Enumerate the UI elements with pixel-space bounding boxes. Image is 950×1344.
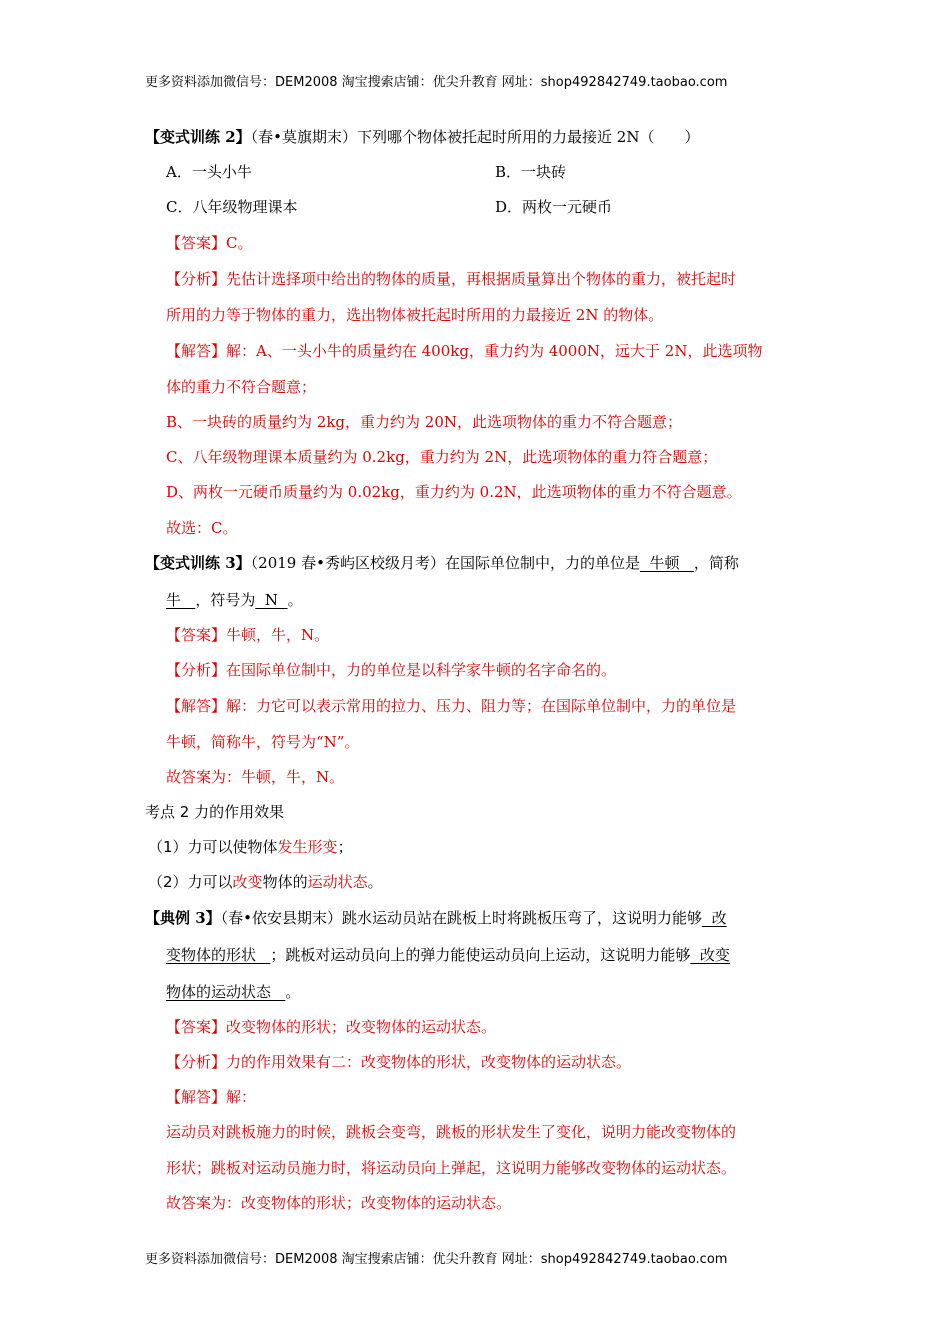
ex3-analysis-tag: 【分析】 [166,1053,227,1071]
ex3-blank2b-text: 物体的运动状态 [166,983,272,1001]
kp2-item2 [148,872,383,892]
ex3-solution-tag: 【解答】 [166,1088,227,1106]
kp2-item2-suffix: 。 [367,873,383,891]
kp2-item2-mid: 物体的 [262,873,308,891]
q2-stem: （春•莫旗期末）下列哪个物体被托起时所用的力最接近 2N（ ） [250,128,700,146]
ex3-answer-tag: 【答案】 [166,1018,227,1036]
ex3-answer-text: 改变物体的形状；改变物体的运动状态。 [226,1018,497,1036]
ex3-analysis [166,1052,631,1072]
q3-blank1 [640,554,694,572]
q2-conclusion: 故选：C。 [166,519,238,537]
ex3-blank1a-text: 改 [711,909,727,927]
ex3-stem1: （春•依安县期末）跳水运动员站在跳板上时将跳板压弯了，这说明力能够 [220,909,703,927]
q3-analysis-text: 在国际单位制中，力的单位是以科学家牛顿的名字命名的。 [226,661,617,679]
ex3-conclusion: 故答案为：改变物体的形状；改变物体的运动状态。 [166,1194,512,1212]
kp2-item2-prefix: （2）力可以 [148,873,233,891]
q3-answer [166,625,329,645]
ex3-blank2a [690,946,730,964]
q3-blank1-text: 牛顿 [649,554,680,572]
q3-analysis [166,660,616,680]
q3-blank3-text: N [264,591,279,609]
ex3-stem-line3 [166,982,300,1002]
kp2-item2-highlight2: 运动状态 [307,873,368,891]
q3-solution-tag: 【解答】 [166,697,227,715]
q2-solution-tag: 【解答】 [166,342,227,360]
q3-answer-tag: 【答案】 [166,626,227,644]
q3-blank3 [255,591,287,609]
q2-option-b: B．一块砖 [495,163,567,181]
ex3-blank1b-text: 变物体的形状 [166,946,257,964]
q3-analysis-tag: 【分析】 [166,661,227,679]
kp2-item1-highlight: 发生形变 [277,838,338,856]
ex3-answer [166,1017,496,1037]
q2-solution-line2: 体的重力不符合题意； [166,378,317,396]
page-header: 更多资料添加微信号：DEM2008 淘宝搜索店铺：优尖升教育 网址：shop492842749.taobao.com [145,75,728,90]
q2-answer [166,233,253,253]
q3-solution-line1 [166,696,736,716]
kp2-item2-highlight1: 改变 [232,873,263,891]
ex3-solution-line2: 形状；跳板对运动员施力时，将运动员向上弹起，这说明力能够改变物体的运动状态。 [166,1159,737,1177]
kp2-item1-suffix: ； [337,838,353,856]
q2-analysis-line2: 所用的力等于物体的重力，选出物体被托起时所用的力最接近 2N 的物体。 [166,306,664,324]
q3-stem2a: ，符号为 [195,591,256,609]
q2-analysis-line1 [166,269,736,289]
ex3-blank1b [166,946,270,964]
q3-stem-line2 [166,590,303,610]
q2-option-a: A．一头小牛 [166,163,252,181]
ex3-solution-text0: 解： [226,1088,257,1106]
ex3-blank1a [702,909,727,927]
ex3-tag: 【典例 3】 [145,909,221,927]
page-footer: 更多资料添加微信号：DEM2008 淘宝搜索店铺：优尖升教育 网址：shop492842749.taobao.com [145,1252,728,1267]
q3-tag: 【变式训练 3】 [145,554,251,572]
ex3-solution-head [166,1087,256,1107]
q2-solution-text1: 解：A、一头小牛的质量约在 400kg，重力约为 4000N，远大于 2N，此选项物 [226,342,763,360]
kp2-title: 考点 2 力的作用效果 [145,803,285,821]
q2-option-d: D．两枚一元硬币 [495,198,613,216]
q3-solution-text1: 解：力它可以表示常用的拉力、压力、阻力等；在国际单位制中，力的单位是 [226,697,737,715]
q3-stem1b: ，简称 [693,554,739,572]
q2-solution-line3: B、一块砖的质量约为 2kg，重力约为 20N，此选项物体的重力不符合题意； [166,413,683,431]
q3-blank2 [166,591,195,609]
q3-stem1a: （2019 春•秀屿区校级月考）在国际单位制中，力的单位是 [250,554,640,572]
q2-stem-line [145,127,699,147]
q2-solution-line1 [166,341,762,361]
q2-answer-tag: 【答案】 [166,234,227,252]
q2-analysis-tag: 【分析】 [166,270,227,288]
ex3-stem3: 。 [285,983,301,1001]
ex3-analysis-text: 力的作用效果有二：改变物体的形状，改变物体的运动状态。 [226,1053,632,1071]
ex3-blank2b [166,983,285,1001]
q3-blank2-text: 牛 [166,591,182,609]
q3-stem2b: 。 [287,591,303,609]
q2-option-c: C．八年级物理课本 [166,198,298,216]
ex3-stem-line2 [166,945,730,965]
q2-tag: 【变式训练 2】 [145,128,251,146]
ex3-solution-line1: 运动员对跳板施力的时候，跳板会变弯，跳板的形状发生了变化，说明力能改变物体的 [166,1123,737,1141]
kp2-item1-prefix: （1）力可以使物体 [148,838,278,856]
q2-answer-text: C。 [226,234,253,252]
q3-answer-text: 牛顿，牛，N。 [226,626,330,644]
q3-conclusion: 故答案为：牛顿，牛，N。 [166,768,345,786]
ex3-stem2: ；跳板对运动员向上的弹力能使运动员向上运动，这说明力能够 [270,946,691,964]
kp2-item1 [148,837,353,857]
q3-stem-line1 [145,553,739,573]
q2-solution-line4: C、八年级物理课本质量约为 0.2kg，重力约为 2N，此选项物体的重力符合题意； [166,448,718,466]
ex3-blank2a-text: 改变 [699,946,730,964]
q3-solution-line2: 牛顿，简称牛，符号为“N”。 [166,733,360,751]
q2-solution-line5: D、两枚一元硬币质量约为 0.02kg，重力约为 0.2N，此选项物体的重力不符合题意。 [166,483,742,501]
ex3-stem-line1 [145,908,727,928]
q2-analysis-text1: 先估计选择项中给出的物体的质量，再根据质量算出个物体的重力，被托起时 [226,270,737,288]
